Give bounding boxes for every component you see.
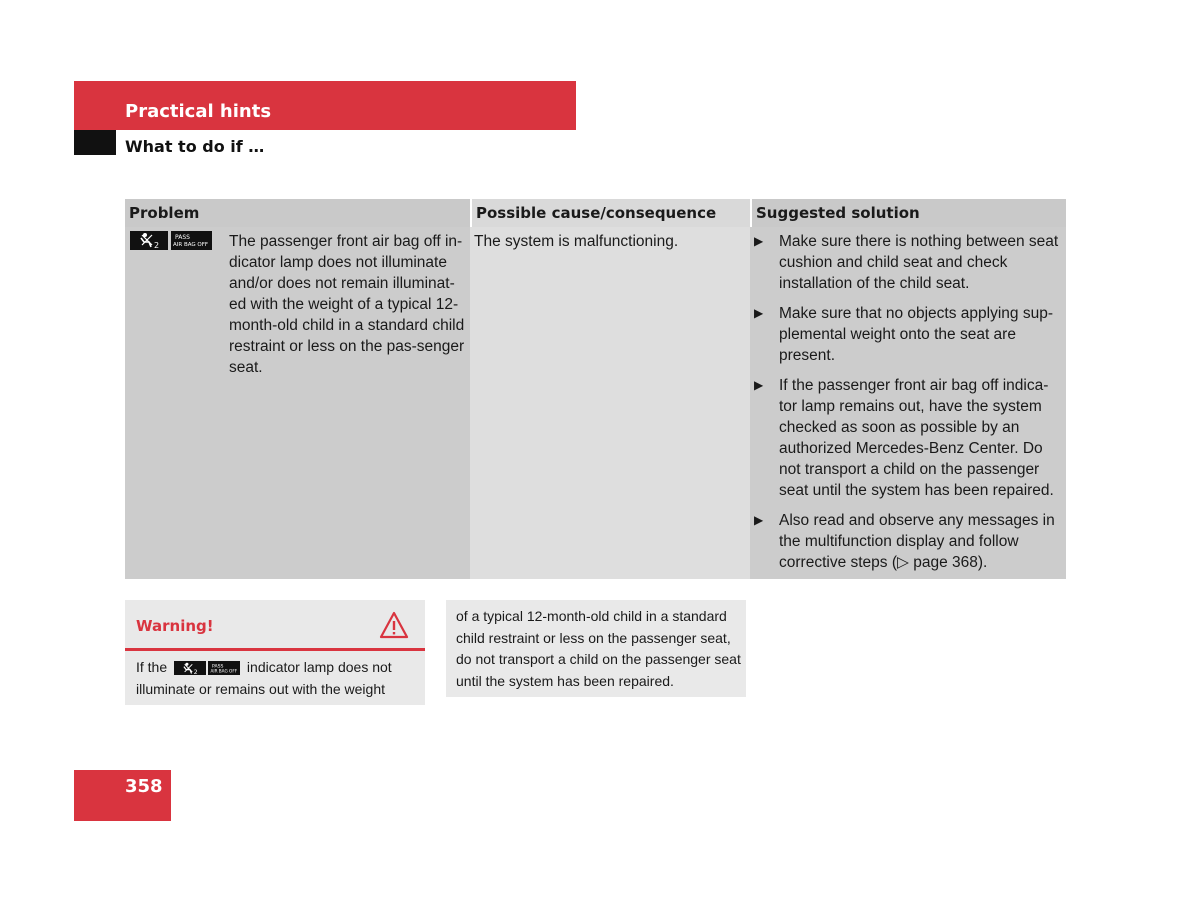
warning-title: Warning! (136, 617, 214, 635)
header-cause: Possible cause/consequence (470, 199, 750, 227)
warning-text: If the 2 PASS AIR BAG OFF indicator lamp does not illuminate or remains out with the weight (136, 659, 392, 697)
svg-text:2: 2 (154, 241, 160, 249)
warning-continued-text: of a typical 12-month-old child in a standard child restraint or less on the passenger seat, do not transport a child on the passenger seat until the system has been repaired. (456, 608, 741, 689)
child-seat-icon (130, 231, 168, 250)
section-subtitle: What to do if … (125, 137, 265, 156)
list-item: ▶ Also read and observe any messages in the multifunction display and follow corrective steps (▷ page 368). (754, 512, 1055, 571)
indicator-icons (130, 231, 212, 250)
child-seat-icon (174, 661, 206, 675)
inline-indicator-icons (174, 661, 240, 675)
header-problem: Problem (125, 199, 470, 227)
bullet-arrow-icon: ▶ (754, 378, 764, 392)
svg-text:PASS: PASS (212, 664, 224, 670)
page-number-box (74, 770, 171, 821)
solution-list (754, 231, 1062, 582)
svg-text:PASS: PASS (175, 234, 190, 241)
pass-airbag-off-icon (171, 231, 212, 250)
pass-airbag-off-icon (208, 661, 240, 675)
warning-continued-box (446, 600, 746, 697)
svg-text:2: 2 (193, 669, 198, 675)
page-number: 358 (125, 776, 163, 797)
bullet-arrow-icon: ▶ (754, 513, 764, 527)
list-item: ▶ Make sure that no objects applying sup-plemental weight onto the seat are present. (754, 305, 1053, 364)
problem-description: The passenger front air bag off in-dicator lamp does not illuminate and/or does not remain illuminat-ed with the weight of a typical 12-month-old child in a standard child restraint or less on the pas-senger seat. (229, 233, 465, 376)
problem-cell (125, 227, 470, 579)
troubleshooting-table (125, 199, 1066, 579)
svg-text:AIR BAG OFF: AIR BAG OFF (173, 242, 209, 248)
header-marker (74, 130, 116, 155)
warning-divider (125, 648, 425, 651)
header-solution: Suggested solution (750, 199, 1066, 227)
section-title: Practical hints (125, 101, 272, 122)
warning-box (125, 600, 425, 705)
cause-cell (470, 227, 750, 579)
svg-text:AIR BAG OFF: AIR BAG OFF (210, 668, 238, 674)
cause-description: The system is malfunctioning. (474, 233, 679, 250)
bullet-arrow-icon: ▶ (754, 306, 764, 320)
warning-triangle-icon (379, 611, 409, 644)
list-item: ▶ Make sure there is nothing between seat cushion and child seat and check installation of the child seat. (754, 233, 1059, 292)
solution-cell (750, 227, 1066, 579)
list-item: ▶ If the passenger front air bag off indica-tor lamp remains out, have the system checked as soon as possible by an authorized Mercedes-Benz Center. Do not transport a child on the passenger seat until the system has been repaired. (754, 377, 1054, 499)
bullet-arrow-icon: ▶ (754, 234, 764, 248)
